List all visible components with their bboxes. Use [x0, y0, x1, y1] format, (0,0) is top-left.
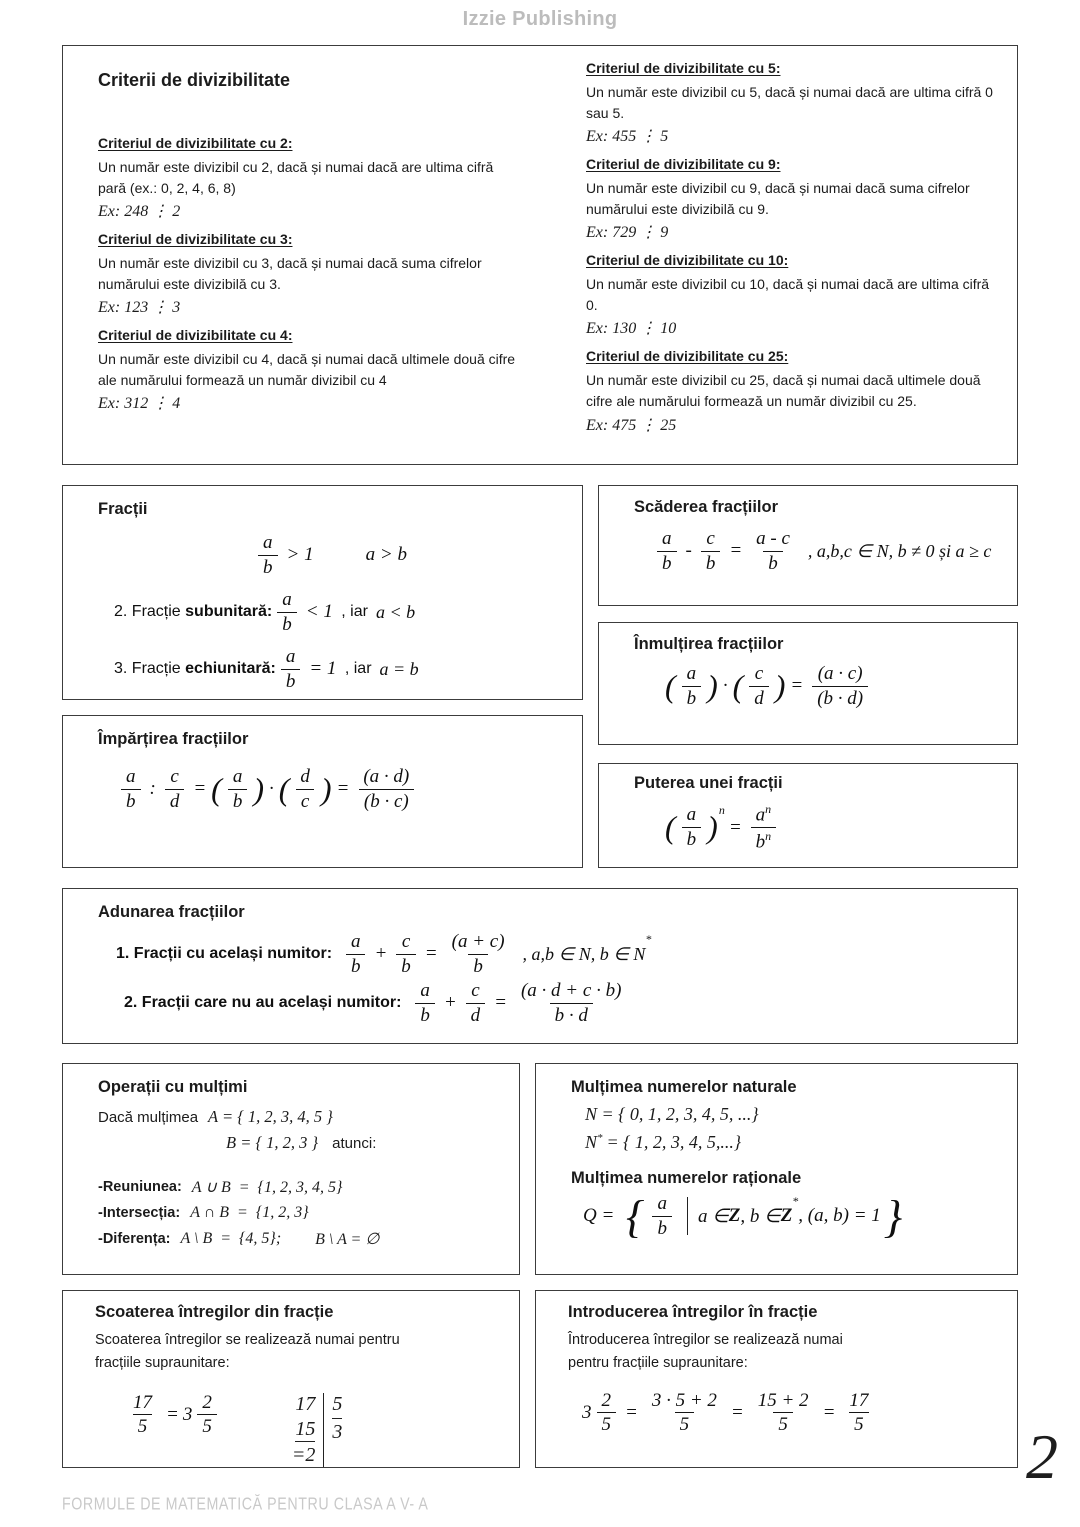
criterion-body: Un număr este divizibil cu 4, dacă și numai dacă ultimele două cifre ale numărului formează un număr divizibil cu 4: [98, 351, 516, 388]
fraction: [121, 767, 141, 812]
formula-division: [116, 767, 562, 812]
fraction-numerator: a: [686, 804, 697, 826]
fraction-numerator: (a · c): [817, 663, 863, 684]
criterion-25: [586, 348, 999, 434]
mixed-number: [183, 1393, 222, 1438]
equals-sign: =: [728, 816, 742, 838]
math-token: < 1: [305, 601, 333, 623]
fraction-numerator: a: [662, 528, 672, 549]
fraction-numerator: (a · d + c · b): [520, 979, 622, 1001]
whole-part: 3: [182, 1403, 193, 1425]
fraction-denominator: b: [682, 686, 702, 709]
equals-sign: =: [790, 675, 804, 697]
math-token: a < b: [375, 601, 416, 622]
superscript-star: *: [645, 932, 652, 946]
equals-sign: =: [494, 992, 507, 1014]
integers-symbol: Z: [780, 1205, 793, 1227]
section-divisibility: [62, 45, 1018, 465]
fraction: [258, 533, 278, 578]
fraction-denominator: 5: [197, 1414, 217, 1437]
fraction: [466, 981, 486, 1026]
fraction-denominator: b: [657, 551, 677, 574]
set-definition-b: [226, 1133, 501, 1153]
fraction-denominator: b: [763, 551, 783, 574]
body-text: Scoaterea întregilor se realizează numai pentru: [95, 1332, 400, 1348]
item-number: 2.: [124, 994, 142, 1012]
integers-symbol: Z: [728, 1205, 741, 1227]
fraction-denominator: 5: [675, 1412, 695, 1435]
criterion-10: [586, 252, 999, 338]
fraction: [682, 805, 702, 850]
math-token: a > b: [365, 544, 407, 566]
math-token: > 1: [286, 544, 314, 566]
fraction: [751, 803, 777, 853]
fraction-denominator: b: [468, 954, 488, 977]
fraction-denominator: d: [466, 1003, 486, 1026]
fraction: [358, 767, 414, 812]
fraction: [753, 1391, 814, 1436]
fraction-numerator: d: [300, 766, 310, 787]
section-title: Adunarea fracțiilor: [98, 903, 245, 921]
divisor: 5: [332, 1393, 342, 1419]
fraction: [657, 529, 677, 574]
minus-sign: -: [685, 540, 692, 562]
page-title: Criterii de divizibilitate: [98, 70, 291, 90]
formula-subtraction: [652, 529, 999, 574]
fraction: [128, 1393, 157, 1438]
condition-text: , a,b ∈ N, b ∈ N: [522, 943, 646, 964]
equals-sign: =: [193, 778, 207, 800]
criterion-example: Ex: 455 ⋮ 5: [586, 128, 669, 146]
fraction: [197, 1393, 217, 1438]
section-title: Scăderea fracțiilor: [634, 498, 778, 516]
criterion-heading: Criteriul de divizibilitate cu 4:: [98, 327, 293, 344]
intersection-label: -Intersecția:: [98, 1205, 181, 1221]
criterion-heading: Criteriul de divizibilitate cu 2:: [98, 135, 293, 151]
criterion-heading: Criteriul de divizibilitate cu 25:: [586, 348, 789, 365]
fraction: [749, 664, 769, 709]
natural-star-line: [585, 1132, 999, 1153]
item-label-bold: subunitară:: [185, 603, 273, 621]
fraction-denominator: 5: [133, 1414, 153, 1437]
formula-addition-same-denominator: [116, 932, 997, 977]
fraction-denominator: c: [296, 789, 314, 812]
fraction-denominator: 5: [849, 1412, 869, 1435]
section-fraction-types: [62, 485, 583, 700]
right-paren: ): [707, 668, 718, 705]
fraction-numerator: a: [350, 931, 361, 952]
section-title: Operații cu mulțimi: [98, 1078, 248, 1096]
math-token: Q =: [583, 1205, 620, 1227]
left-paren: (: [665, 809, 676, 846]
fraction-numerator: c: [706, 528, 715, 549]
then-label: atunci:: [332, 1134, 377, 1152]
condition-text: , a,b,c ∈ N, b ≠ 0 și a ≥ c: [807, 540, 992, 561]
criterion-example: Ex: 248 ⋮ 2: [98, 203, 181, 221]
set-builder-bar: [687, 1197, 688, 1235]
math-token: b: [755, 831, 766, 853]
fraction: [597, 1391, 617, 1436]
criterion-example: Ex: 475 ⋮ 25: [586, 416, 677, 434]
fraction-numerator: a: [686, 663, 697, 684]
equals-sign: =: [729, 540, 743, 562]
set-operations-list: [98, 1177, 501, 1249]
dot-operator: ·: [268, 778, 274, 800]
fraction: [165, 767, 185, 812]
criterion-3: [98, 231, 550, 317]
fraction: [281, 647, 301, 692]
exponent: n: [718, 803, 725, 817]
criterion-example: Ex: 729 ⋮ 9: [586, 224, 669, 242]
section-addition: [62, 888, 1018, 1044]
union-value: A ∪ B = {1, 2, 3, 4, 5}: [191, 1179, 343, 1196]
criterion-example: Ex: 123 ⋮ 3: [98, 299, 181, 317]
fraction-denominator: b: [281, 669, 301, 692]
fraction-denominator: b: [652, 1216, 672, 1239]
fraction-numerator: a: [263, 532, 273, 553]
section-division: [62, 715, 583, 868]
section-multiplication: [598, 622, 1018, 745]
right-paren: ): [707, 809, 718, 846]
union-row: [98, 1177, 501, 1197]
long-division-left: [292, 1393, 324, 1467]
formula-echiunitara: [114, 647, 562, 692]
union-label: -Reuniunea:: [98, 1179, 182, 1195]
fraction-denominator: (b · c): [359, 789, 414, 812]
criterion-heading: Criteriul de divizibilitate cu 3:: [98, 231, 293, 248]
plus-sign: +: [443, 992, 457, 1014]
body-text: fracțiile supraunitare:: [95, 1354, 230, 1371]
section-title: Înmulțirea fracțiilor: [634, 635, 784, 653]
intro-label: Dacă mulțimea: [98, 1108, 199, 1126]
item-label: 2. Fracție: [114, 603, 186, 621]
fraction-numerator: 2: [202, 1391, 212, 1413]
criterion-heading: Criteriul de divizibilitate cu 10:: [586, 252, 789, 269]
math-token: = 1: [309, 658, 337, 680]
section-insert-integers: [535, 1290, 1018, 1468]
math-token: = { 1, 2, 3, 4, 5,...}: [606, 1132, 742, 1152]
section-number-sets: [535, 1063, 1018, 1275]
difference-value-2: B \ A = ∅: [315, 1231, 380, 1248]
divisibility-left-column: [98, 58, 550, 456]
fraction-denominator: d: [749, 686, 769, 709]
natural-numbers-title: Mulțimea numerelor naturale: [571, 1078, 797, 1096]
math-group: [253, 533, 318, 578]
fraction: [701, 529, 721, 574]
footer-title: FORMULE DE MATEMATICĂ PENTRU CLASA A V- A: [62, 1494, 429, 1515]
math-token: N: [585, 1132, 598, 1152]
fraction: [652, 1194, 672, 1239]
fraction-denominator: b: [346, 954, 366, 977]
math-token: , b ∈: [740, 1205, 781, 1227]
fraction: [277, 590, 297, 635]
formula-extract: [123, 1393, 222, 1438]
fraction-numerator: 17: [133, 1391, 152, 1413]
publisher-brand: Izzie Publishing: [462, 8, 618, 30]
criterion-4: [98, 327, 550, 413]
left-paren: (: [278, 771, 290, 808]
criterion-body: Un număr este divizibil cu 2, dacă și numai dacă are ultima cifră pară (ex.: 0, 2, 4, 6, 8): [98, 159, 494, 196]
dot-operator: ·: [722, 675, 728, 697]
criterion-9: [586, 156, 999, 242]
fraction: [415, 981, 435, 1026]
quotient: 3: [332, 1420, 343, 1443]
criterion-heading: Criteriul de divizibilitate cu 9:: [586, 156, 781, 173]
extract-example-row: [123, 1393, 501, 1467]
difference-value-1: A \ B = {4, 5};: [180, 1230, 282, 1247]
math-token: a = b: [379, 658, 419, 679]
mixed-number: [582, 1391, 621, 1436]
fraction-numerator: a: [282, 588, 292, 610]
left-paren: (: [732, 668, 744, 705]
fraction: [844, 1391, 873, 1436]
fraction: [751, 529, 795, 574]
section-title: Puterea unei fracții: [634, 774, 783, 792]
math-token: , iar: [336, 603, 368, 621]
criterion-body: Un număr este divizibil cu 9, dacă și numai dacă suma cifrelor numărului este divizibilă cu 9.: [586, 180, 970, 217]
math-token: a: [755, 804, 766, 826]
formula-power: [664, 803, 999, 853]
formula-subunitara: [114, 590, 562, 635]
long-division-right: [323, 1393, 342, 1467]
superscript-star: *: [597, 1132, 603, 1144]
exponent: n: [765, 829, 772, 844]
equals-sign: =: [730, 1401, 744, 1423]
superscript-star: *: [792, 1194, 799, 1208]
item-number: 1.: [116, 945, 134, 963]
fraction-numerator: a: [420, 979, 430, 1001]
plus-sign: +: [374, 943, 388, 965]
fraction-numerator: 2: [601, 1389, 611, 1411]
item-label: Fracții cu același numitor:: [133, 945, 341, 963]
fraction: [295, 767, 315, 812]
fraction: [647, 1391, 722, 1436]
product: 15: [295, 1417, 316, 1440]
left-paren: (: [665, 668, 676, 705]
equals-sign: =: [625, 1401, 638, 1423]
fraction: [682, 664, 702, 709]
fraction: [228, 767, 248, 812]
criterion-5: [586, 60, 999, 146]
right-brace: }: [883, 1190, 903, 1242]
criterion-example: Ex: 312 ⋮ 4: [98, 395, 181, 413]
right-paren: ): [774, 668, 786, 705]
criterion-body: Un număr este divizibil cu 10, dacă și numai dacă are ultima cifră 0.: [586, 276, 990, 313]
math-token: a ∈: [697, 1205, 729, 1227]
fraction-numerator: (a + c): [451, 931, 505, 952]
criterion-example: Ex: 130 ⋮ 10: [586, 320, 677, 338]
fraction-numerator: c: [170, 766, 179, 787]
difference-row: [98, 1229, 501, 1249]
difference-label: -Diferența:: [98, 1231, 171, 1247]
fraction-denominator: b: [682, 827, 702, 850]
section-set-operations: [62, 1063, 520, 1275]
criterion-body: Un număr este divizibil cu 25, dacă și numai dacă ultimele două cifre ale numărului formează un număr divizibil cu 25.: [586, 372, 981, 410]
left-paren: (: [211, 771, 222, 808]
fraction-denominator: [751, 827, 777, 852]
formula-insert: [582, 1391, 999, 1436]
criterion-body: Un număr este divizibil cu 5, dacă și numai dacă are ultima cifră 0 sau 5.: [586, 84, 993, 121]
set-a-value: A = { 1, 2, 3, 4, 5 }: [208, 1107, 333, 1126]
fraction-numerator: a: [657, 1193, 667, 1214]
fraction-numerator: a: [285, 645, 296, 667]
section-title: Împărțirea fracțiilor: [98, 730, 249, 748]
fraction-denominator: b: [258, 555, 278, 578]
fraction-numerator: (a · d): [363, 766, 410, 787]
fraction-denominator: b: [277, 612, 297, 635]
fraction-denominator: 5: [597, 1412, 617, 1435]
criterion-2: [98, 135, 550, 221]
fraction-numerator: 3 · 5 + 2: [651, 1389, 717, 1411]
whole-part: 3: [582, 1401, 592, 1423]
fraction: [346, 932, 366, 977]
fraction-numerator: c: [471, 979, 480, 1001]
set-b-value: B = { 1, 2, 3 }: [226, 1133, 319, 1152]
equals-sign: =: [336, 778, 350, 800]
intersection-row: [98, 1204, 501, 1222]
fraction: [396, 932, 416, 977]
fraction-denominator: b · d: [550, 1003, 593, 1026]
exponent: n: [765, 802, 772, 816]
section-power: [598, 763, 1018, 868]
fraction-numerator: a: [232, 766, 243, 787]
remainder: =2: [291, 1443, 316, 1466]
fraction-numerator: [751, 803, 777, 827]
fraction-denominator: b: [396, 954, 416, 977]
body-text: Întroducerea întregilor se realizează numai: [568, 1332, 843, 1348]
right-paren: ): [320, 771, 332, 808]
fraction: [812, 664, 868, 709]
fraction-numerator: 15 + 2: [757, 1389, 809, 1411]
rational-numbers-title: Mulțimea numerelor raționale: [571, 1169, 802, 1187]
fraction-denominator: 5: [773, 1412, 793, 1435]
fraction: [447, 932, 510, 977]
fraction-numerator: 17: [849, 1389, 869, 1411]
item-label-bold: echiunitară:: [185, 660, 276, 678]
formula-rational-set: [579, 1190, 999, 1242]
fraction-denominator: b: [121, 789, 141, 812]
section-title: Scoaterea întregilor din fracție: [95, 1303, 334, 1321]
dividend: 17: [295, 1392, 316, 1415]
colon-operator: :: [149, 778, 156, 800]
formula-supraunitara: [98, 533, 562, 578]
criterion-heading: Criteriul de divizibilitate cu 5:: [586, 60, 781, 76]
item-label: 3. Fracție: [114, 660, 186, 678]
fraction: [516, 981, 626, 1026]
fraction-numerator: a - c: [756, 528, 790, 549]
fraction-numerator: c: [754, 663, 764, 684]
left-brace: {: [626, 1190, 645, 1242]
formula-addition-different-denominator: [124, 981, 997, 1026]
intersection-value: A ∩ B = {1, 2, 3}: [190, 1204, 309, 1221]
criterion-body: Un număr este divizibil cu 3, dacă și numai dacă suma cifrelor numărului este divizibilă cu 3.: [98, 255, 482, 292]
fraction-numerator: a: [126, 766, 136, 787]
fraction-denominator: b: [228, 789, 248, 812]
formula-multiplication: [664, 664, 999, 709]
item-label: Fracții care nu au același numitor:: [141, 994, 411, 1012]
math-token: , (a, b) = 1: [798, 1205, 881, 1227]
body-text: pentru fracțiile supraunitare:: [568, 1354, 748, 1371]
section-title: Introducerea întregilor în fracție: [568, 1303, 818, 1321]
section-subtraction: [598, 485, 1018, 606]
fraction-numerator: c: [401, 931, 411, 952]
long-division: [292, 1393, 343, 1467]
fraction-denominator: b: [415, 1003, 435, 1026]
math-token: , iar: [340, 660, 372, 678]
fraction-denominator: b: [701, 551, 721, 574]
set-definition-a: [98, 1107, 501, 1127]
section-title: Fracții: [98, 500, 148, 518]
equals-sign: =: [424, 943, 438, 965]
equals-sign: =: [822, 1401, 836, 1423]
divisibility-right-column: [586, 58, 999, 456]
right-paren: ): [253, 771, 264, 808]
fraction-denominator: d: [165, 789, 185, 812]
equals-sign: =: [166, 1403, 179, 1425]
fraction-denominator: (b · d): [812, 686, 868, 709]
page-number: 2: [1026, 1421, 1058, 1492]
section-extract-integers: [62, 1290, 520, 1468]
natural-numbers-line: N = { 0, 1, 2, 3, 4, 5, ...}: [585, 1104, 759, 1124]
